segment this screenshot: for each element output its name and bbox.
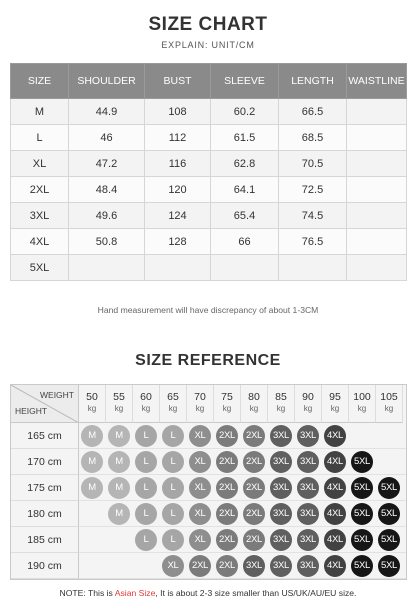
- weight-unit: kg: [357, 404, 367, 413]
- table-row: [11, 255, 407, 281]
- header-cell: BUST: [145, 64, 211, 99]
- size-badge: 3XL: [270, 451, 292, 473]
- size-badge: 3XL: [297, 503, 319, 525]
- weight-unit: kg: [276, 404, 286, 413]
- size-badge: 2XL: [243, 425, 265, 447]
- measurement-cell: 120: [145, 177, 211, 203]
- size-badge: 5XL: [351, 555, 373, 577]
- header-cell: WAISTLINE: [347, 64, 407, 99]
- size-badge: XL: [189, 477, 211, 499]
- size-badge: L: [135, 425, 157, 447]
- size-badge: M: [108, 477, 130, 499]
- measurement-cell: [211, 255, 279, 281]
- weight-column-header: [214, 385, 241, 423]
- measurement-cell: [279, 255, 347, 281]
- size-badge: 3XL: [297, 555, 319, 577]
- size-badge: 4XL: [324, 503, 346, 525]
- size-cell: 4XL: [11, 229, 69, 255]
- table-row: [11, 99, 407, 125]
- weight-unit: kg: [141, 404, 151, 413]
- weight-value: 105: [380, 391, 398, 403]
- weight-unit: kg: [168, 404, 178, 413]
- weight-value: 60: [140, 391, 152, 403]
- size-badge: L: [162, 529, 184, 551]
- size-cell: 2XL: [11, 177, 69, 203]
- size-reference-title: SIZE REFERENCE: [135, 352, 281, 369]
- size-cell: M: [11, 99, 69, 125]
- size-badge: 5XL: [378, 503, 400, 525]
- size-badge: 2XL: [216, 425, 238, 447]
- measurement-cell: 47.2: [69, 151, 145, 177]
- size-badge: L: [162, 425, 184, 447]
- measurement-cell: 128: [145, 229, 211, 255]
- size-badge: 2XL: [216, 477, 238, 499]
- measurement-cell: [347, 255, 407, 281]
- height-row-label: 190 cm: [11, 553, 79, 579]
- measurement-cell: [347, 99, 407, 125]
- size-badge: 5XL: [378, 477, 400, 499]
- size-badge: 3XL: [297, 451, 319, 473]
- height-row-label: 180 cm: [11, 501, 79, 527]
- weight-value: 95: [329, 391, 341, 403]
- size-badge: 4XL: [324, 477, 346, 499]
- size-badge: L: [162, 477, 184, 499]
- size-badge: 3XL: [297, 529, 319, 551]
- weight-column-header: [349, 385, 376, 423]
- header-cell: LENGTH: [279, 64, 347, 99]
- measurement-cell: 74.5: [279, 203, 347, 229]
- size-badge: XL: [189, 529, 211, 551]
- size-badge: 2XL: [189, 555, 211, 577]
- height-axis-label: HEIGHT: [15, 406, 48, 416]
- weight-unit: kg: [303, 404, 313, 413]
- measurement-cell: 70.5: [279, 151, 347, 177]
- weight-unit: kg: [249, 404, 259, 413]
- size-badge: XL: [189, 425, 211, 447]
- weight-column-header: [322, 385, 349, 423]
- size-badge: 2XL: [216, 529, 238, 551]
- table-row: [11, 203, 407, 229]
- table-row: [11, 125, 407, 151]
- table-row: [11, 229, 407, 255]
- size-chart-title: SIZE CHART: [148, 14, 268, 35]
- weight-value: 100: [353, 391, 371, 403]
- measurement-cell: 44.9: [69, 99, 145, 125]
- size-cell: L: [11, 125, 69, 151]
- size-badge: 3XL: [297, 477, 319, 499]
- measurement-cell: [347, 125, 407, 151]
- measurement-cell: 64.1: [211, 177, 279, 203]
- weight-column-header: [241, 385, 268, 423]
- measurement-note: Hand measurement will have discrepancy of about 1-3CM: [97, 305, 319, 315]
- size-badge: XL: [189, 503, 211, 525]
- measurement-cell: 50.8: [69, 229, 145, 255]
- size-badge: 5XL: [351, 503, 373, 525]
- measurement-cell: [347, 151, 407, 177]
- size-badge: 5XL: [351, 451, 373, 473]
- size-reference-grid: [10, 384, 407, 580]
- table-row: [11, 177, 407, 203]
- weight-unit: kg: [195, 404, 205, 413]
- size-badge: 2XL: [243, 503, 265, 525]
- size-badge: L: [135, 503, 157, 525]
- measurement-cell: [69, 255, 145, 281]
- measurement-cell: 66: [211, 229, 279, 255]
- size-badge: M: [108, 425, 130, 447]
- note-prefix: NOTE: This is: [59, 588, 115, 598]
- size-badge: L: [135, 529, 157, 551]
- size-badge: M: [108, 451, 130, 473]
- size-badge: 2XL: [216, 555, 238, 577]
- size-cell: 5XL: [11, 255, 69, 281]
- weight-value: 50: [86, 391, 98, 403]
- measurement-cell: 72.5: [279, 177, 347, 203]
- size-badge: L: [162, 451, 184, 473]
- asian-size-note: [0, 588, 416, 598]
- measurement-cell: 108: [145, 99, 211, 125]
- weight-axis-label: WEIGHT: [40, 390, 74, 400]
- weight-unit: kg: [114, 404, 124, 413]
- measurement-cell: [347, 229, 407, 255]
- measurement-cell: [347, 177, 407, 203]
- size-badge: 3XL: [297, 425, 319, 447]
- size-badge: 2XL: [243, 477, 265, 499]
- size-chart-body: [11, 99, 407, 281]
- size-chart-header-row: [11, 64, 407, 99]
- measurement-cell: 65.4: [211, 203, 279, 229]
- header-cell: SIZE: [11, 64, 69, 99]
- weight-column-header: [187, 385, 214, 423]
- size-badge: 2XL: [243, 451, 265, 473]
- weight-value: 80: [248, 391, 260, 403]
- size-badge: 5XL: [351, 529, 373, 551]
- measurement-cell: 76.5: [279, 229, 347, 255]
- size-badge: 3XL: [270, 425, 292, 447]
- note-highlight: Asian Size: [114, 588, 156, 598]
- size-badge: 3XL: [270, 477, 292, 499]
- weight-value: 75: [221, 391, 233, 403]
- size-badge: L: [135, 477, 157, 499]
- measurement-cell: 48.4: [69, 177, 145, 203]
- size-badge: M: [81, 425, 103, 447]
- measurement-cell: [347, 203, 407, 229]
- measurement-cell: 62.8: [211, 151, 279, 177]
- size-badge: 4XL: [324, 425, 346, 447]
- weight-value: 55: [113, 391, 125, 403]
- size-badge: 4XL: [324, 451, 346, 473]
- measurement-cell: 61.5: [211, 125, 279, 151]
- size-badge: 5XL: [378, 555, 400, 577]
- size-badge: 3XL: [270, 503, 292, 525]
- weight-unit: kg: [87, 404, 97, 413]
- weight-column-header: [106, 385, 133, 423]
- measurement-cell: 66.5: [279, 99, 347, 125]
- header-cell: SLEEVE: [211, 64, 279, 99]
- size-badge: L: [135, 451, 157, 473]
- header-cell: SHOULDER: [69, 64, 145, 99]
- measurement-cell: 68.5: [279, 125, 347, 151]
- size-chart-table: [10, 63, 407, 281]
- measurement-cell: 116: [145, 151, 211, 177]
- measurement-cell: 112: [145, 125, 211, 151]
- grid-corner-header: [11, 385, 79, 423]
- height-row-label: 170 cm: [11, 449, 79, 475]
- measurement-cell: 60.2: [211, 99, 279, 125]
- weight-value: 65: [167, 391, 179, 403]
- size-badge: 2XL: [216, 503, 238, 525]
- measurement-cell: 49.6: [69, 203, 145, 229]
- size-badge: XL: [189, 451, 211, 473]
- size-badge: M: [81, 477, 103, 499]
- weight-unit: kg: [222, 404, 232, 413]
- weight-column-header: [79, 385, 106, 423]
- size-badge: M: [81, 451, 103, 473]
- size-badge: 5XL: [351, 477, 373, 499]
- height-row-label: 185 cm: [11, 527, 79, 553]
- size-badge: 3XL: [270, 529, 292, 551]
- size-badge: 3XL: [270, 555, 292, 577]
- weight-value: 90: [302, 391, 314, 403]
- weight-value: 70: [194, 391, 206, 403]
- weight-value: 85: [275, 391, 287, 403]
- weight-column-header: [160, 385, 187, 423]
- weight-unit: kg: [384, 404, 394, 413]
- size-badge: 5XL: [378, 529, 400, 551]
- size-cell: 3XL: [11, 203, 69, 229]
- measurement-cell: 124: [145, 203, 211, 229]
- weight-column-header: [133, 385, 160, 423]
- height-row-label: 165 cm: [11, 423, 79, 449]
- size-badge: L: [162, 503, 184, 525]
- size-badge: 4XL: [324, 529, 346, 551]
- size-badge: 2XL: [216, 451, 238, 473]
- size-badge: XL: [162, 555, 184, 577]
- weight-unit: kg: [330, 404, 340, 413]
- note-suffix: , It is about 2-3 size smaller than US/UK/AU/EU size.: [155, 588, 357, 598]
- size-badge: 4XL: [324, 555, 346, 577]
- size-cell: XL: [11, 151, 69, 177]
- size-chart-subtitle: EXPLAIN: UNIT/CM: [161, 40, 255, 50]
- weight-column-header: [268, 385, 295, 423]
- table-row: [11, 151, 407, 177]
- measurement-cell: 46: [69, 125, 145, 151]
- size-badge: 3XL: [243, 555, 265, 577]
- height-row-label: 175 cm: [11, 475, 79, 501]
- measurement-cell: [145, 255, 211, 281]
- weight-column-header: [376, 385, 403, 423]
- size-badge: 2XL: [243, 529, 265, 551]
- weight-column-header: [295, 385, 322, 423]
- size-badge: M: [108, 503, 130, 525]
